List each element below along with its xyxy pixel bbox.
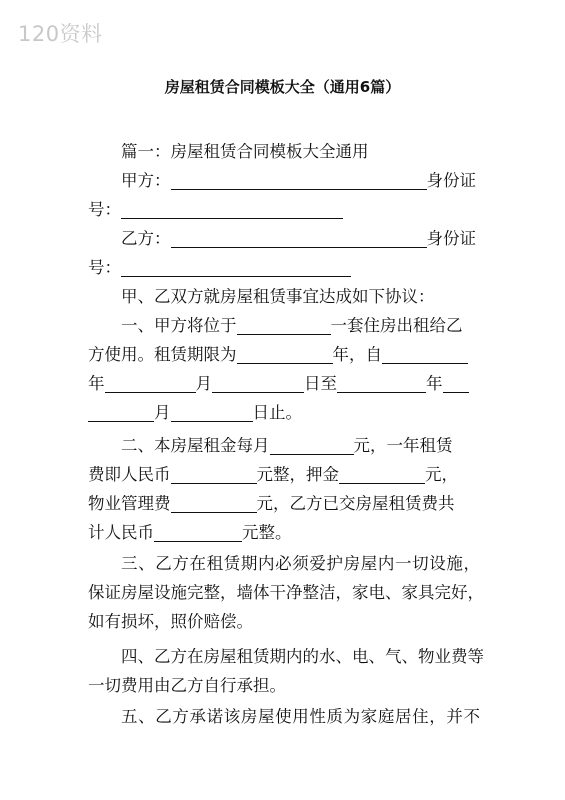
- start-month-blank: [105, 375, 196, 393]
- section-heading: 篇一：房屋租赁合同模板大全通用: [121, 142, 369, 161]
- clause-1-line-2: [88, 344, 468, 366]
- clause-1-text: 一套住房出租给乙: [330, 316, 463, 335]
- id-card-label-cont: 号：: [88, 200, 121, 219]
- clause-1-text: 方使用。租赁期限为: [88, 345, 237, 364]
- clause-2-text: 元，一年租赁: [353, 436, 453, 455]
- property-fee-blank: [171, 495, 257, 513]
- watermark: 120资料: [18, 22, 103, 46]
- total-paid-blank: [154, 524, 242, 542]
- id-card-label-b-cont: 号：: [88, 258, 121, 277]
- document-title: 房屋租赁合同模板大全（通用6篇）: [164, 78, 401, 96]
- party-b-id-blank: [121, 259, 351, 277]
- deposit-blank: [339, 466, 425, 484]
- party-a-name-blank: [171, 172, 427, 190]
- start-day-blank: [212, 375, 304, 393]
- party-b-label: 乙方：: [121, 229, 171, 248]
- annual-rent-blank: [171, 466, 257, 484]
- end-year-blank: [337, 375, 426, 393]
- clause-3-line-3: 如有损坏，照价赔偿。: [88, 612, 253, 631]
- clause-1-line-1: [121, 315, 463, 337]
- party-a-id-blank: [121, 201, 343, 219]
- clause-1-line-4: [88, 402, 302, 424]
- clause-1-text: 日至: [304, 374, 337, 393]
- clause-3-line-1: 三、乙方在租赁期内必须爱护房屋内一切设施，: [121, 554, 480, 573]
- clause-1-text: 月: [154, 403, 171, 422]
- clause-1-text: 日止。: [252, 403, 302, 422]
- monthly-rent-blank: [270, 437, 354, 455]
- clause-2-text: 费即人民币: [88, 465, 171, 484]
- party-b-id-line: [88, 257, 351, 279]
- id-card-label-b: 身份证: [426, 229, 476, 248]
- clause-1-text: 一、甲方将位于: [121, 316, 237, 335]
- party-a-label: 甲方：: [121, 171, 171, 190]
- clause-1-line-3: [88, 373, 469, 395]
- clause-2-text: 二、本房屋租金每月: [121, 436, 270, 455]
- start-year-blank: [382, 346, 468, 364]
- clause-2-line-1: [121, 435, 453, 457]
- clause-2-text: 元，乙方已交房屋租赁费共: [256, 494, 455, 513]
- clause-2-text: 计人民币: [88, 523, 154, 542]
- clause-2-line-2: [88, 464, 458, 486]
- end-year-blank-cont: [443, 375, 469, 393]
- lease-term-blank: [237, 346, 333, 364]
- id-card-label: 身份证: [426, 171, 476, 190]
- party-a-id-line: [88, 199, 343, 221]
- clause-2-line-4: [88, 522, 292, 544]
- clause-2-text: 元整，押金: [256, 465, 339, 484]
- clause-1-text: 月: [195, 374, 212, 393]
- clause-3-line-2: 保证房屋设施完整，墙体干净整洁，家电、家具完好，: [88, 583, 484, 602]
- property-address-blank: [237, 317, 331, 335]
- agreement-intro: 甲、乙双方就房屋租赁事宜达成如下协议：: [121, 287, 435, 306]
- end-month-blank: [88, 404, 154, 422]
- clause-2-line-3: [88, 493, 455, 515]
- party-b-name-blank: [171, 230, 427, 248]
- party-b-line: [121, 228, 476, 250]
- clause-2-text: 物业管理费: [88, 494, 171, 513]
- clause-5-line-1: 五、乙方承诺该房屋使用性质为家庭居住，并不: [121, 707, 480, 726]
- clause-1-text: 年: [88, 374, 105, 393]
- clause-1-text: 年: [426, 374, 443, 393]
- clause-4-line-2: 一切费用由乙方自行承担。: [88, 676, 286, 695]
- clause-1-text: 年，自: [332, 345, 382, 364]
- clause-2-text: 元整。: [242, 523, 292, 542]
- end-day-blank: [171, 404, 253, 422]
- party-a-line: [121, 170, 476, 192]
- clause-2-text: 元，: [425, 465, 458, 484]
- clause-4-line-1: 四、乙方在房屋租赁期内的水、电、气、物业费等: [121, 647, 484, 666]
